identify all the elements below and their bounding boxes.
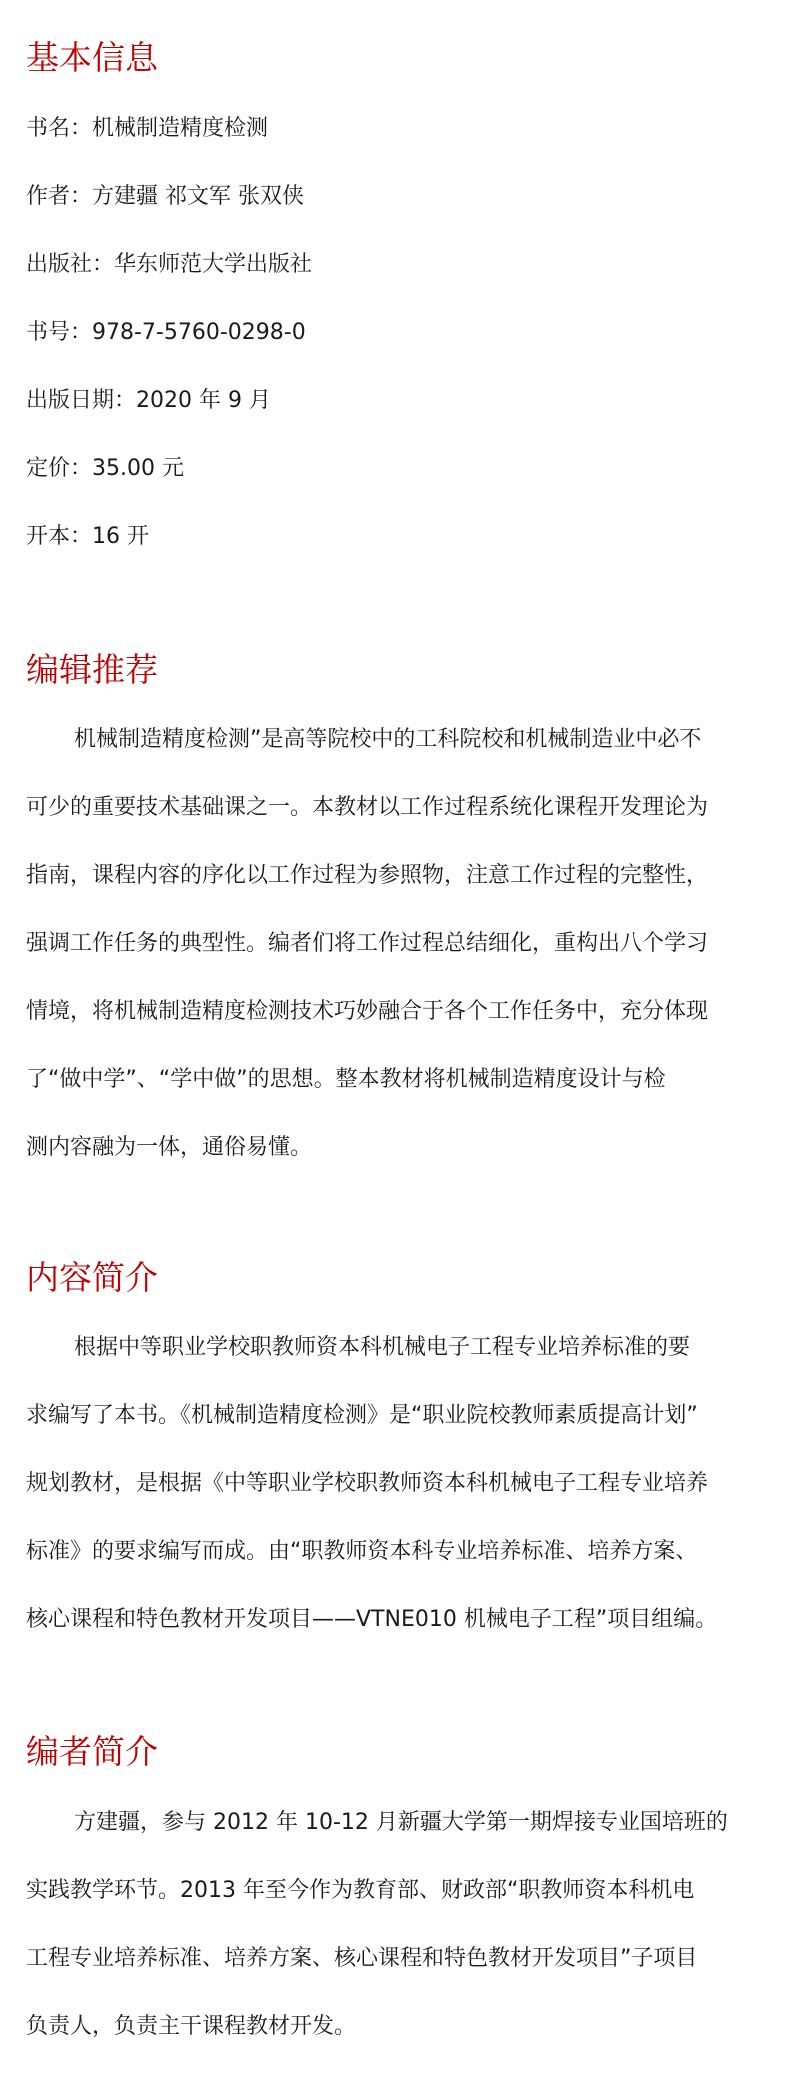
paragraph-line: 机械制造精度检测”是高等院校中的工科院校和机械制造业中必不 <box>74 727 702 752</box>
book-name-line: 书名：机械制造精度检测 <box>26 116 269 141</box>
author-intro-title: 编者简介 <box>26 1732 158 1771</box>
publisher-line: 出版社：华东师范大学出版社 <box>26 252 313 277</box>
price-line: 定价：35.00 元 <box>26 456 184 481</box>
authors-line: 作者：方建疆 祁文军 张双侠 <box>26 184 304 209</box>
paragraph-line: 规划教材，是根据《中等职业学校职教师资本科机械电子工程专业培养 <box>26 1471 709 1496</box>
paragraph-line: 核心课程和特色教材开发项目——VTNE010 机械电子工程”项目组编。 <box>26 1607 718 1632</box>
paragraph-line: 测内容融为一体，通俗易懂。 <box>26 1135 313 1160</box>
paragraph-line: 了“做中学”、“学中做”的思想。整本教材将机械制造精度设计与检 <box>26 1067 666 1092</box>
format-line: 开本：16 开 <box>26 524 149 549</box>
editor-recommend-title: 编辑推荐 <box>26 650 158 689</box>
paragraph-line: 标准》的要求编写而成。由“职教师资本科专业培养标准、培养方案、 <box>26 1539 698 1564</box>
isbn-line: 书号：978-7-5760-0298-0 <box>26 320 306 345</box>
paragraph-line: 实践教学环节。2013 年至今作为教育部、财政部“职教师资本科机电 <box>26 1878 695 1903</box>
basic-info-title: 基本信息 <box>26 38 158 77</box>
paragraph-line: 负责人，负责主干课程教材开发。 <box>26 2014 357 2039</box>
paragraph-line: 强调工作任务的典型性。编者们将工作过程总结细化，重构出八个学习 <box>26 931 709 956</box>
paragraph-line: 情境，将机械制造精度检测技术巧妙融合于各个工作任务中，充分体现 <box>26 999 709 1024</box>
paragraph-line: 指南，课程内容的序化以工作过程为参照物，注意工作过程的完整性， <box>26 863 709 888</box>
content-intro-title: 内容简介 <box>26 1258 158 1297</box>
paragraph-line: 根据中等职业学校职教师资本科机械电子工程专业培养标准的要 <box>74 1335 691 1360</box>
paragraph-line: 工程专业培养标准、培养方案、核心课程和特色教材开发项目”子项目 <box>26 1946 698 1971</box>
paragraph-line: 可少的重要技术基础课之一。本教材以工作过程系统化课程开发理论为 <box>26 795 709 820</box>
paragraph-line: 求编写了本书。《机械制造精度检测》是“职业院校教师素质提高计划” <box>26 1403 698 1428</box>
pub-date-line: 出版日期：2020 年 9 月 <box>26 388 271 413</box>
paragraph-line: 方建疆，参与 2012 年 10-12 月新疆大学第一期焊接专业国培班的 <box>74 1810 728 1835</box>
